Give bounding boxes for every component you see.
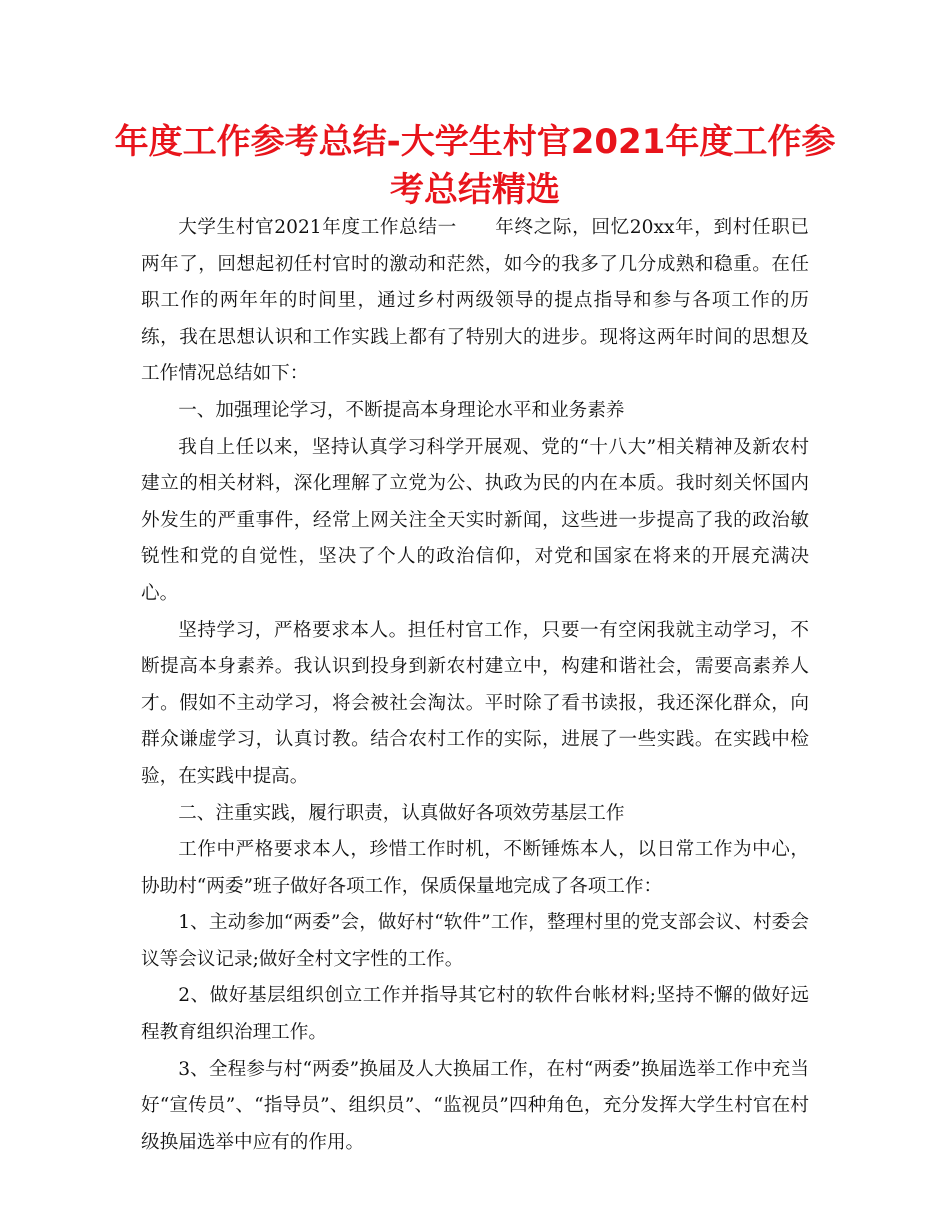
paragraph: 工作中严格要求本人，珍惜工作时机，不断锤炼本人，以日常工作为中心，协助村“两委”班子做好各项工作，保质保量地完成了各项工作：	[141, 839, 809, 897]
paragraph: 坚持学习，严格要求本人。担任村官工作，只要一有空闲我就主动学习，不断提高本身素养。我认识到投身到新农村建立中，构建和谐社会，需要高素养人才。假如不主动学习，将会被社会淘汰。平时除了看书读报，我还深化群众，向群众谦虚学习，认真讨教。结合农村工作的实际，进展了一些实践。在实践中检验，在实践中提高。	[141, 619, 809, 787]
paragraph-intro: 大学生村官2021年度工作总结一 年终之际，回忆20xx年，到村任职已两年了，回想起初任村官时的激动和茫然，如今的我多了几分成熟和稳重。在任职工作的两年年的时间里，通过乡村两级领导的提点指导和参与各项工作的历练，我在思想认识和工作实践上都有了特别大的进步。现将这两年时间的思想及工作情况总结如下：	[141, 217, 809, 385]
paragraph: 我自上任以来，坚持认真学习科学开展观、党的“十八大”相关精神及新农村建立的相关材料，深化理解了立党为公、执政为民的内在本质。我时刻关怀国内外发生的严重事件，经常上网关注全天实时新闻，这些进一步提高了我的政治敏锐性和党的自觉性，坚决了个人的政治信仰，对党和国家在将来的开展充满决心。	[141, 436, 809, 604]
list-item: 2、做好基层组织创立工作并指导其它村的软件台帐材料;坚持不懈的做好远程教育组织治理工作。	[141, 985, 809, 1044]
section-heading-1: 一、加强理论学习，不断提高本身理论水平和业务素养	[178, 399, 625, 421]
list-item: 3、全程参与村“两委”换届及人大换届工作，在村“两委”换届选举工作中充当好“宣传员”、“指导员”、组织员”、“监视员”四种角色，充分发挥大学生村官在村级换届选举中应有的作用。	[141, 1058, 809, 1153]
document-body	[141, 210, 809, 1161]
section-heading-2: 二、注重实践，履行职责，认真做好各项效劳基层工作	[178, 802, 625, 824]
list-item: 1、主动参加“两委”会，做好村“软件”工作，整理村里的党支部会议、村委会议等会议记录;做好全村文字性的工作。	[141, 912, 809, 970]
document-title: 年度工作参考总结-大学生村官2021年度工作参考总结精选	[114, 122, 836, 210]
